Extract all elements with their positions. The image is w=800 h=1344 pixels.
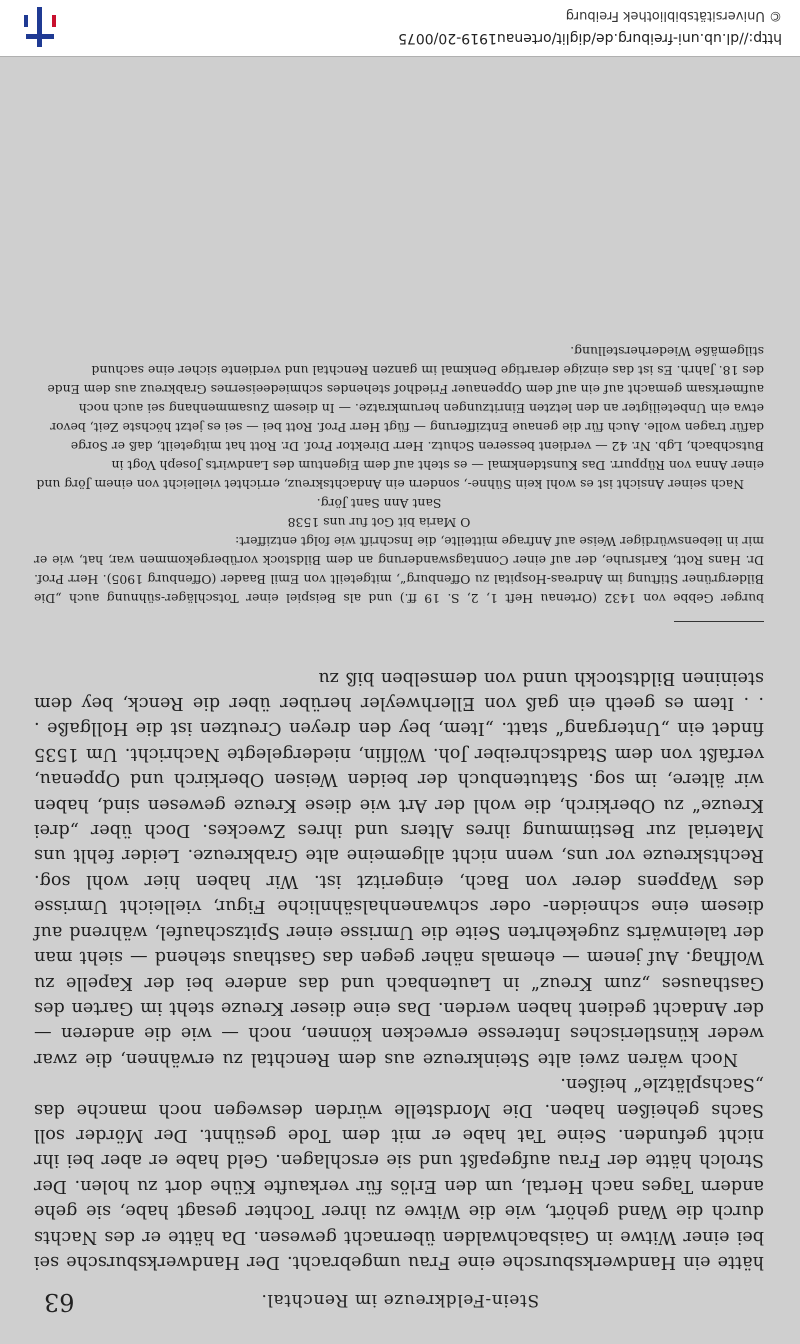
footnote-text-before: burger Gebbe von 1432 (Ortenau Heft 1, 2, S. 19 ff.) und als Beispiel einer Totschläger-sühnung auch „Die Bildergrüner Stiftung im Andreas-Hospital zu Offenburg“, mitgeteilt von Emil Baader (Offenburg 1905). Herr Prof. Dr. Hans Rott, Karlsruhe, der auf einer Conntagswanderung an dem Bildstock vorübergekommen war, hat, wie er mir in liebenswürdiger Weise auf Anfrage mitteilte, die Inschrift wie folgt entziffert: xyxy=(34,534,764,606)
copyright-notice: © Universitätsbibliothek Freiburg xyxy=(565,8,782,23)
library-header-bar xyxy=(0,0,800,57)
page-number: 63 xyxy=(44,1288,75,1316)
body-paragraph-2: Noch wären zwei alte Steinkreuze aus dem Renchtal zu erwähnen, die zwar weder künstlerisches Interesse erwecken können, noch — wie die anderen — der Andacht gedient haben werden. Das eine dieser Kreuze steht im Garten des Gasthauses „zum Kreuz“ in Lautenbach und das andere bei der Kapelle zu Wolfhag. Auf jenem — ehemals näher gegen das Gasthaus stehend — sieht man der taleinwärts zugekehrten Seite die Umrisse einer Spitzschaufel, während auf diesem eine schneiden- oder schwanenhalsähnliche Figur, vielleicht Umrisse des Wappens derer von Bach, eingeritzt ist. Wir haben hier wohl sog. Rechtskreuze vor uns, wenn nicht allgemeine alte Grabkreuze. Leider fehlt uns Material zur Bestimmung ihres Alters und ihres Zweckes. Doch über „drei Kreuze“ zu Oberkirch, die wohl der Art wie diese Kreuze gewesen sind, haben wir ältere, im sog. Statutenbuch der beiden Weisen Oberkirch und Oppenau, verfaßt von dem Stadtschreiber Joh. Wölflin, niedergelegte Nachricht. Um 1535 findet ein „Untergang“ statt. „Item, bey den dreyen Creutzen ist die Hollgaße . . . Item es geeth ein gaß von Ellerhweyler herüber über die Renck, bey dem steininen Bildtstockh unnd von demselben biß zu xyxy=(34,667,764,1069)
footnote-rule xyxy=(674,621,764,622)
inscription-line-2: Sant Ann Sant Jörg. xyxy=(316,496,442,511)
running-head xyxy=(0,1276,800,1316)
body-paragraph-1: hätte ein Handwerksbursche eine Frau umgebracht. Der Handwerksbursche sei bei einer Witwe in Gaisbachwalden übernacht gewesen. Da hätte er des Nachts durch die Wand gehört, wie die Witwe zu ihrer Tochter gesagt habe, sie gehe andern Tages nach Hertal, um den Erlös für verkaufte Kühe dort zu holen. Der Strolch hätte der Frau aufgepaßt und sie erschlagen. Geld habe er aber bei ihr nicht gefunden. Seine Tat habe er mit dem Tode gesühnt. Der Mörder soll Sachs geheißen haben. Die Mordstelle würden deswegen noch manche das „Sachsplätzle“ heißen. xyxy=(34,1074,764,1272)
main-text xyxy=(34,664,764,1274)
paper-sheet xyxy=(0,57,800,1344)
running-title: Stein-Feldkreuze im Renchtal. xyxy=(260,1290,540,1310)
footnote xyxy=(34,342,764,608)
source-url[interactable]: http://dl.ub.uni-freiburg.de/diglit/ortenau1919-20/0075 xyxy=(398,30,782,46)
inscription-line-1: O Maria bit Got fur uns 1538 xyxy=(287,515,471,530)
uni-freiburg-logo-icon xyxy=(18,5,62,49)
footnote-text-after: Nach seiner Ansicht ist es wohl kein Sühne-, sondern ein Andachtskreuz, errichtet vielleicht von einem Jörg und einer Anna von Rüppurr. Das Kunstdenkmal — es steht auf dem Eigentum des Landwirts Joseph Vogt in Butschbach, Lgb. Nr. 42 — verdient besseren Schutz. Herr Direktor Prof. Dr. Rott hat mitgeteilt, daß er Sorge dafür tragen wolle. Auch für die genaue Entzifferung — fügt Herr Prof. Rott bei — sei es jetzt höchste Zeit, bevor etwa ein Unbeteiligter an den letzten Einritzungen herumkratze. — In diesem Zusammenhang sei auch noch aufmerksam gemacht auf ein auf dem Oppenauer Friedhof stehendes schmiedeeisernes Grabkreuz aus dem Ende des 18. Jahrh. Es ist das einzige derartige Denkmal im ganzen Renchtal und verdiente sicher eine sachund stilgemäße Wiederherstellung. xyxy=(36,344,764,492)
